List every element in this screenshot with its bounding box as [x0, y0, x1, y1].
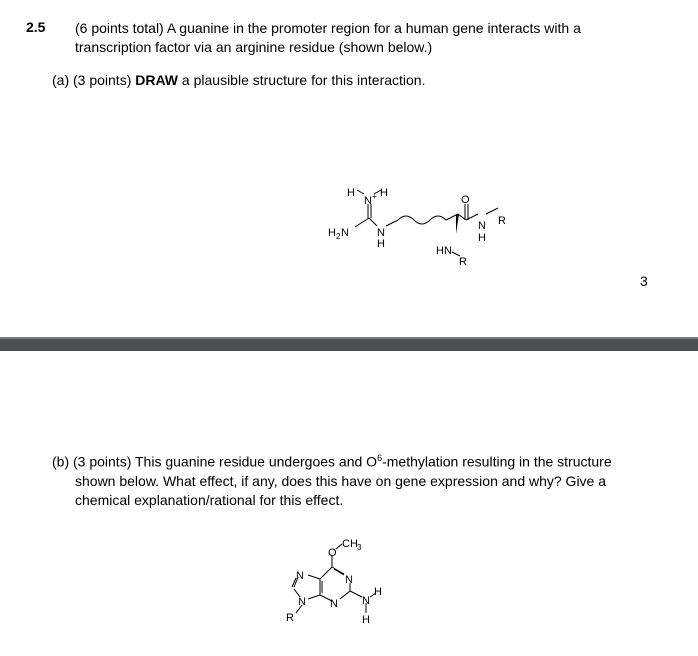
question-text-line2: transcription factor via an arginine residue (shown below.)	[75, 39, 433, 55]
question-number: 2.5	[26, 19, 46, 35]
arg-nh-n: N	[377, 227, 385, 239]
part-b-line3: chemical explanation/rational for this effect.	[75, 491, 344, 508]
arg-hn-backbone: HN	[436, 245, 452, 257]
question-text	[75, 19, 675, 57]
part-b-line1-before: (b) (3 points) This guanine residue undergoes and O	[52, 453, 378, 470]
mg-r: R	[286, 612, 294, 624]
arg-h2n-h: H	[328, 227, 336, 239]
part-b-prompt	[52, 449, 672, 510]
section-divider	[0, 337, 698, 351]
question-text-line1: (6 points total) A guanine in the promoter region for a human gene interacts with a	[75, 20, 581, 36]
part-a-prefix: (a) (3 points)	[52, 72, 136, 88]
arginine-structure	[320, 180, 550, 270]
arg-plus-charge: +	[372, 192, 377, 201]
mg-n3: N	[330, 598, 338, 610]
arg-h-right: H	[380, 187, 388, 199]
arg-amide-n: N	[478, 220, 486, 232]
methylguanine-structure	[270, 535, 400, 635]
part-a-suffix: a plausible structure for this interaction.	[178, 72, 426, 88]
mg-ch3-sub: 3	[357, 543, 362, 552]
mg-n9: N	[298, 596, 306, 608]
arg-nh-h: H	[377, 238, 385, 250]
mg-n1: N	[345, 574, 353, 586]
arg-carbonyl-o: O	[461, 194, 470, 206]
arg-h-left: H	[347, 187, 355, 199]
part-a-prompt	[52, 72, 426, 88]
mg-amine-h-right: H	[374, 586, 382, 598]
arg-h2n-n: N	[341, 227, 349, 239]
arg-amide-h: H	[478, 232, 486, 244]
page-number: 3	[640, 273, 648, 289]
arg-r-right: R	[498, 215, 506, 227]
part-b-superscript: 6	[377, 453, 383, 463]
arg-r-bottom: R	[459, 256, 467, 268]
mg-n7: N	[296, 570, 304, 582]
mg-amine-n: N	[362, 595, 370, 607]
part-a-bold: DRAW	[135, 72, 179, 88]
mg-o: O	[328, 547, 337, 559]
part-b-line2: shown below. What effect, if any, does this have on gene expression and why? Give a	[75, 472, 607, 489]
arg-h2n-sub: 2	[336, 232, 341, 241]
mg-ch3: CH	[342, 538, 358, 550]
arg-n-plus: N	[364, 195, 372, 207]
mg-amine-h-bottom: H	[362, 614, 370, 626]
part-b-line1-after: -methylation resulting in the structure	[382, 453, 612, 470]
